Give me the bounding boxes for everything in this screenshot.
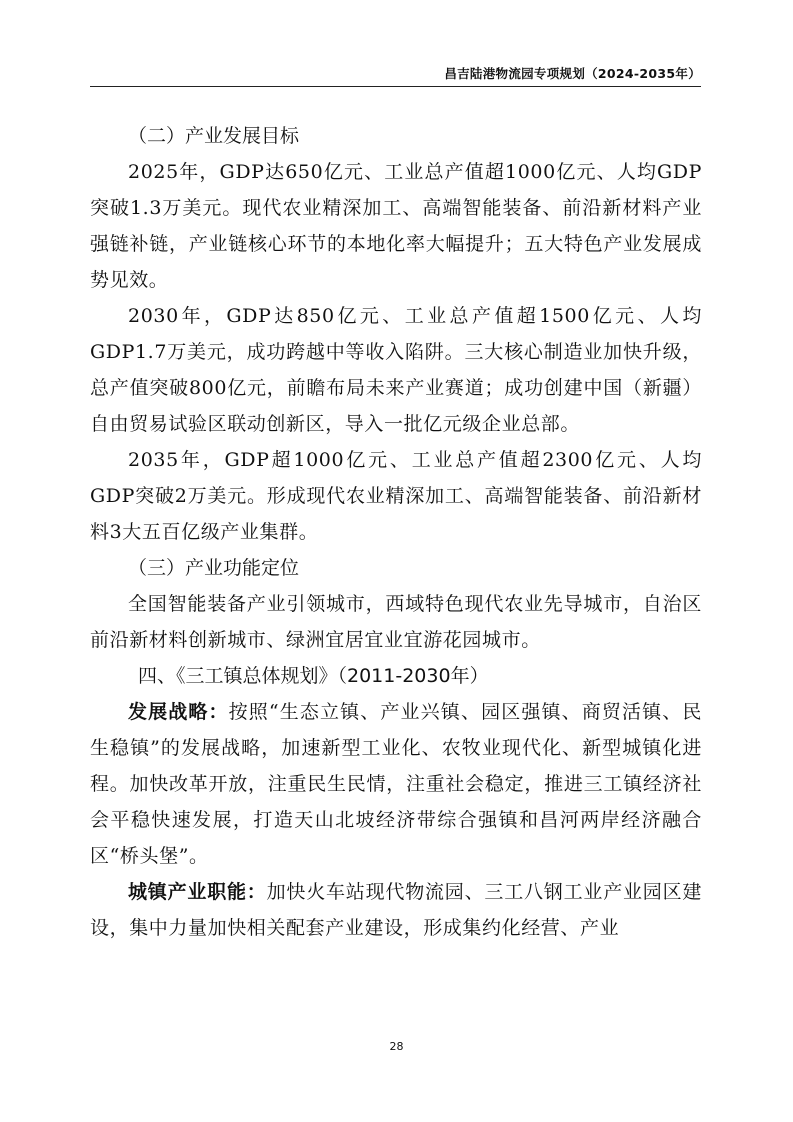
paragraph-2030-goals: 2030年，GDP达850亿元、工业总产值超1500亿元、人均GDP1.7万美元，成功跨越中等收入陷阱。三大核心制造业加快升级，总产值突破800亿元，前瞻布局未来产业赛道；成功创建中国（新疆）自由贸易试验区联动创新区，导入一批亿元级企业总部。 bbox=[90, 305, 702, 435]
function-label: 城镇产业职能： bbox=[128, 881, 267, 903]
strategy-label: 发展战略： bbox=[128, 701, 229, 723]
section-2-heading: （二）产业发展目标 bbox=[128, 125, 300, 147]
section-4-heading: 四、《三工镇总体规划》（2011-2030年） bbox=[138, 665, 489, 687]
page-body bbox=[90, 118, 702, 946]
strategy-text: 按照“生态立镇、产业兴镇、园区强镇、商贸活镇、民生稳镇”的发展战略，加速新型工业化、农牧业现代化、新型城镇化进程。加快改革开放，注重民生民情，注重社会稳定，推进三工镇经济社会平稳快速发展，打造天山北坡经济带综合强镇和昌河两岸经济融合区“桥头堡”。 bbox=[90, 701, 702, 867]
paragraph-2025-goals: 2025年，GDP达650亿元、工业总产值超1000亿元、人均GDP突破1.3万美元。现代农业精深加工、高端智能装备、前沿新材料产业强链补链，产业链核心环节的本地化率大幅提升；五大特色产业发展成势见效。 bbox=[90, 161, 702, 291]
page-number: 28 bbox=[389, 1040, 404, 1053]
section-3-heading: （三）产业功能定位 bbox=[128, 557, 300, 579]
running-header: 昌吉陆港物流园专项规划（2024-2035年） bbox=[444, 66, 701, 81]
paragraph-2035-goals: 2035年，GDP超1000亿元、工业总产值超2300亿元、人均GDP突破2万美元。形成现代农业精深加工、高端智能装备、前沿新材料3大五百亿级产业集群。 bbox=[90, 449, 702, 543]
paragraph-function-positioning: 全国智能装备产业引领城市，西域特色现代农业先导城市，自治区前沿新材料创新城市、绿洲宜居宜业宜游花园城市。 bbox=[90, 593, 702, 651]
paragraph-industrial-function bbox=[90, 874, 702, 946]
paragraph-development-strategy bbox=[90, 694, 702, 874]
header-divider bbox=[90, 86, 701, 87]
function-text: 加快火车站现代物流园、三工八钢工业产业园区建设，集中力量加快相关配套产业建设，形成集约化经营、产业 bbox=[90, 881, 703, 939]
